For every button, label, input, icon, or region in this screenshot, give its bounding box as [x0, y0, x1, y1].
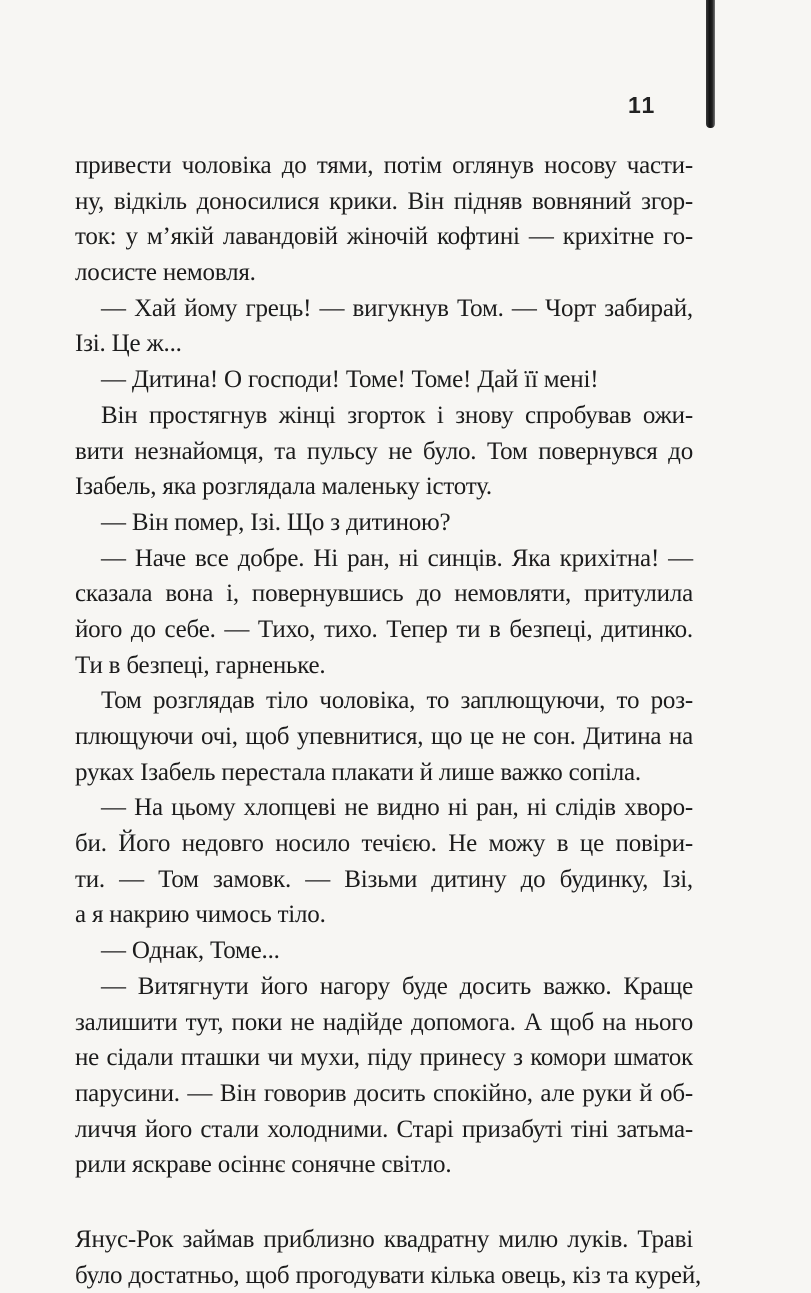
- text-line: а я накрию чимось тіло.: [75, 901, 326, 929]
- section-one: [75, 148, 693, 1183]
- section-break: [75, 1183, 693, 1222]
- page-number: 11: [628, 92, 657, 118]
- text-line: рили яскраве осіннє сонячне світло.: [75, 1151, 452, 1179]
- text-line: личчя його стали холодними. Старі призабуті тіні затьма-: [75, 1115, 693, 1143]
- text-line: Він простягнув жінці згорток і знову спробував ожи-: [101, 401, 693, 429]
- text-line: би. Його недовго носило течією. Не можу в це повіри-: [75, 830, 693, 858]
- text-line: Ізабель, яка розглядала маленьку істоту.: [75, 473, 492, 501]
- text-line: Том розглядав тіло чоловіка, то заплющуючи, то роз-: [101, 687, 693, 715]
- text-line: ток: у м’якій лавандовій жіночій кофтині — крихітне го-: [75, 223, 693, 251]
- text-line: — Наче все добре. Ні ран, ні синців. Яка крихітна! —: [101, 544, 693, 572]
- text-line: привести чоловіка до тями, потім оглянув носову части-: [75, 152, 693, 179]
- text-line: — Витягнути його нагору буде досить важко. Краще: [101, 972, 693, 1000]
- text-line: ну, відкіль доносилися крики. Він підняв вовняний згор-: [75, 187, 693, 215]
- text-line: руках Ізабель перестала плакати й лише важко сопіла.: [75, 758, 641, 786]
- body-text: [75, 148, 702, 1293]
- text-line: Ізі. Це ж...: [75, 330, 182, 358]
- text-line: лосисте немовля.: [75, 259, 256, 287]
- text-line: — Однак, Томе...: [101, 937, 280, 965]
- text-line: — На цьому хлопцеві не видно ні ран, ні слідів хворо-: [101, 794, 693, 822]
- section-two: [75, 1222, 702, 1293]
- text-line: — Він помер, Ізі. Що з дитиною?: [101, 508, 451, 536]
- text-line: було достатньо, щоб прогодувати кілька овець, кіз та курей,: [75, 1261, 702, 1289]
- text-line: сказала вона і, повернувшись до немовляти, притулила: [75, 580, 693, 608]
- text-line: залишити тут, поки не надійде допомога. А щоб на нього: [75, 1008, 693, 1036]
- text-line: не сідали пташки чи мухи, піду принесу з комори шматок: [75, 1044, 693, 1072]
- text-line: ти. — Том замовк. — Візьми дитину до будинку, Ізі,: [75, 865, 693, 893]
- text-line: Янус-Рок займав приблизно квадратну милю луків. Траві: [75, 1225, 693, 1253]
- text-line: Ти в безпеці, гарненьке.: [75, 651, 326, 679]
- text-line: парусини. — Він говорив досить спокійно, але руки й об-: [75, 1079, 693, 1107]
- text-line: його до себе. — Тихо, тихо. Тепер ти в безпеці, дитинко.: [75, 615, 693, 643]
- text-line: вити незнайомця, та пульсу не було. Том повернувся до: [75, 437, 693, 465]
- text-line: — Хай йому грець! — вигукнув Том. — Чорт забирай,: [101, 294, 693, 322]
- text-line: — Дитина! О господи! Томе! Томе! Дай її мені!: [101, 366, 599, 394]
- text-line: плющуючи очі, щоб упевнитися, що це не сон. Дитина на: [75, 723, 693, 750]
- book-spine-edge: [706, 0, 715, 128]
